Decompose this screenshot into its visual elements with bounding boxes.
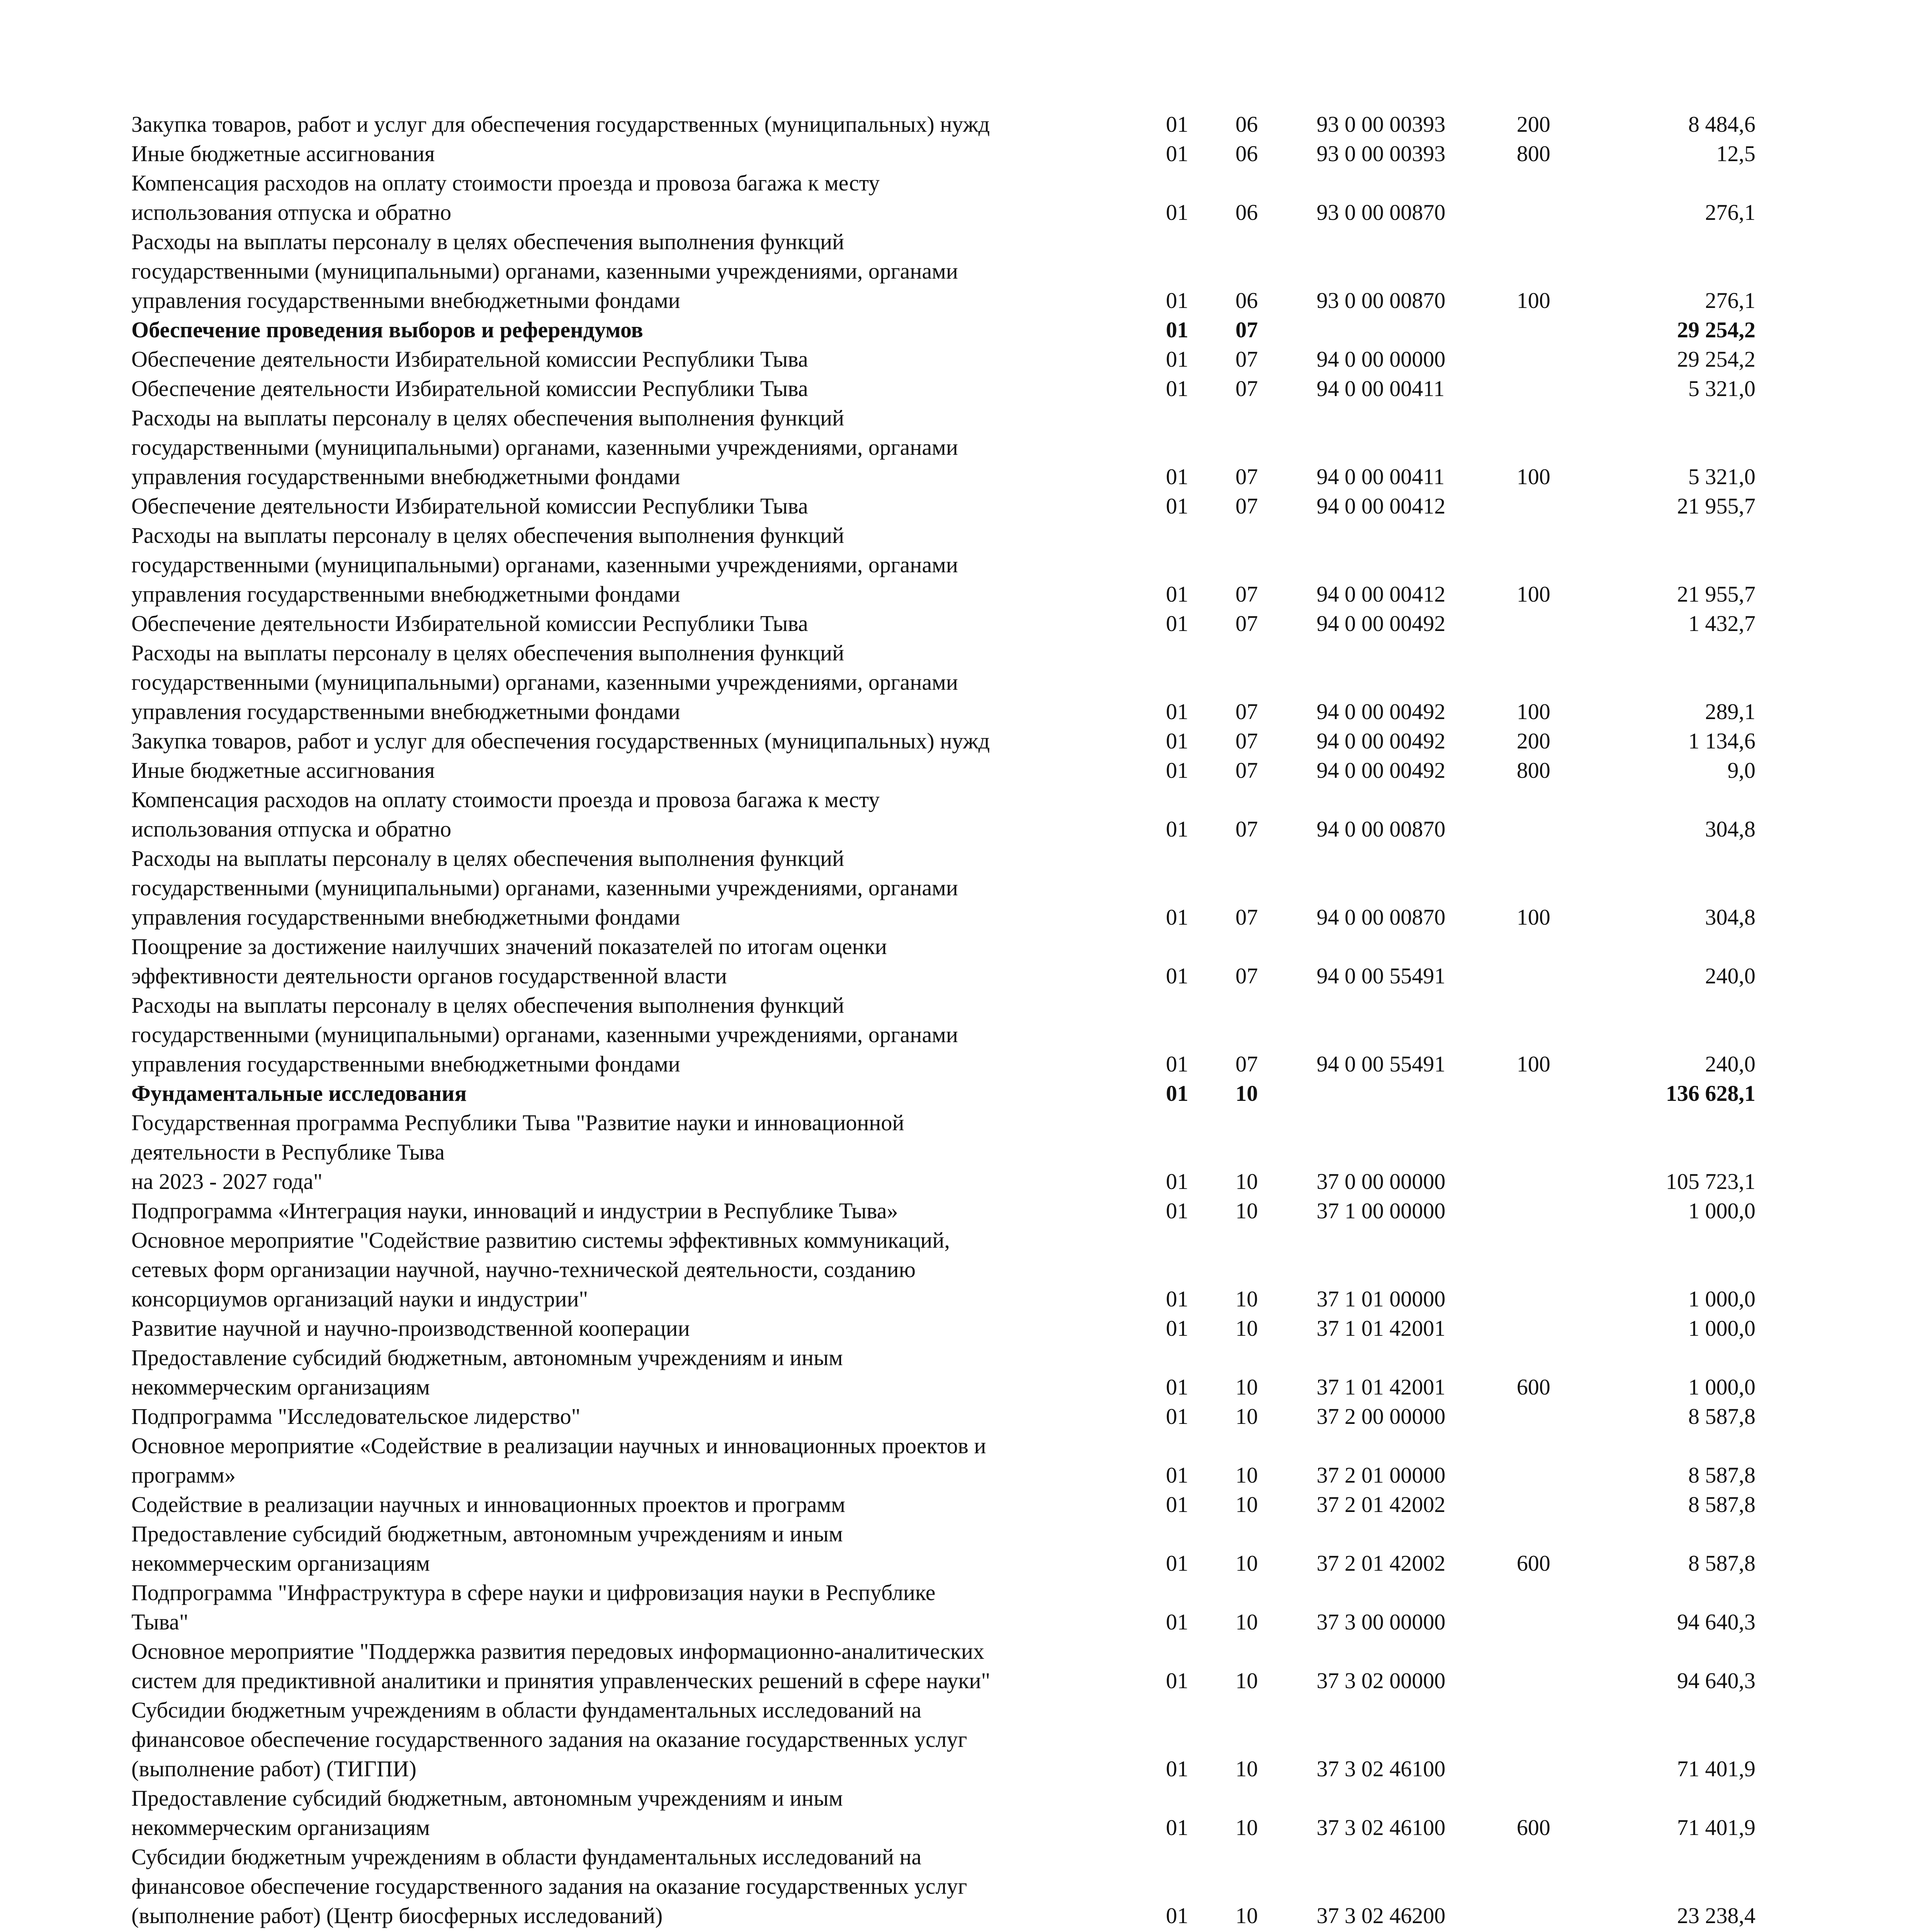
subsection-code: 10	[1235, 1668, 1258, 1693]
target-article-code: 94 0 00 00000	[1317, 347, 1446, 372]
amount: 94 640,3	[1677, 1668, 1755, 1693]
section-code: 01	[1166, 200, 1188, 225]
table-line	[0, 1725, 1910, 1754]
amount: 8 587,8	[1688, 1404, 1755, 1429]
table-line	[0, 374, 1910, 403]
table-line	[0, 1784, 1910, 1813]
table-line	[0, 1167, 1910, 1196]
expense-type-code: 200	[1517, 112, 1550, 137]
target-article-code: 37 3 02 00000	[1317, 1668, 1446, 1693]
section-code: 01	[1166, 1198, 1188, 1223]
target-article-code: 37 3 02 46100	[1317, 1815, 1446, 1840]
table-line	[0, 1666, 1910, 1696]
target-article-code: 37 2 01 42002	[1317, 1551, 1446, 1576]
amount: 240,0	[1705, 1051, 1755, 1077]
row-description: государственными (муниципальными) органами, казенными учреждениями, органами	[131, 875, 958, 900]
section-code: 01	[1166, 728, 1188, 753]
section-code: 01	[1166, 112, 1188, 137]
subsection-code: 07	[1235, 816, 1258, 842]
table-line	[0, 961, 1910, 991]
amount: 21 955,7	[1677, 493, 1755, 519]
row-description: Предоставление субсидий бюджетным, автономным учреждениям и иным	[131, 1345, 843, 1370]
subsection-code: 10	[1235, 1463, 1258, 1488]
amount: 304,8	[1705, 905, 1755, 930]
target-article-code: 94 0 00 00870	[1317, 905, 1446, 930]
amount: 1 432,7	[1688, 611, 1755, 636]
subsection-code: 07	[1235, 758, 1258, 783]
table-line	[0, 1314, 1910, 1343]
row-description: Развитие научной и научно-производственной кооперации	[131, 1316, 690, 1341]
target-article-code: 37 2 01 00000	[1317, 1463, 1446, 1488]
row-description: некоммерческим организациям	[131, 1374, 430, 1400]
table-line	[0, 1079, 1910, 1108]
table-line	[0, 345, 1910, 374]
table-line	[0, 1901, 1910, 1930]
table-line	[0, 785, 1910, 815]
expense-type-code: 100	[1517, 1051, 1550, 1077]
table-line	[0, 1020, 1910, 1049]
amount: 71 401,9	[1677, 1756, 1755, 1781]
row-description: Закупка товаров, работ и услуг для обеспечения государственных (муниципальных) нужд	[131, 112, 990, 137]
section-code: 01	[1166, 816, 1188, 842]
subsection-code: 10	[1235, 1081, 1258, 1106]
row-description: Содействие в реализации научных и инновационных проектов и программ	[131, 1492, 845, 1517]
table-line	[0, 1343, 1910, 1372]
target-article-code: 94 0 00 55491	[1317, 1051, 1446, 1077]
table-line	[0, 1549, 1910, 1578]
section-code: 01	[1166, 1551, 1188, 1576]
expense-type-code: 100	[1517, 699, 1550, 724]
amount: 94 640,3	[1677, 1609, 1755, 1634]
target-article-code: 94 0 00 00492	[1317, 728, 1446, 753]
row-description: Подпрограмма "Инфраструктура в сфере науки и цифровизация науки в Республике	[131, 1580, 936, 1605]
expense-type-code: 100	[1517, 905, 1550, 930]
section-code: 01	[1166, 1756, 1188, 1781]
section-code: 01	[1166, 1668, 1188, 1693]
row-description: на 2023 - 2027 года"	[131, 1169, 323, 1194]
amount: 276,1	[1705, 200, 1755, 225]
section-code: 01	[1166, 1051, 1188, 1077]
section-code: 01	[1166, 699, 1188, 724]
amount: 8 587,8	[1688, 1463, 1755, 1488]
expense-type-code: 100	[1517, 288, 1550, 313]
expense-type-code: 800	[1517, 141, 1550, 166]
amount: 71 401,9	[1677, 1815, 1755, 1840]
amount: 1 000,0	[1688, 1286, 1755, 1311]
subsection-code: 10	[1235, 1815, 1258, 1840]
amount: 304,8	[1705, 816, 1755, 842]
expense-type-code: 800	[1517, 758, 1550, 783]
row-description: систем для предиктивной аналитики и принятия управленческих решений в сфере науки"	[131, 1668, 991, 1693]
row-description: Компенсация расходов на оплату стоимости проезда и провоза багажа к месту	[131, 170, 880, 196]
row-description: Расходы на выплаты персоналу в целях обеспечения выполнения функций	[131, 523, 845, 548]
target-article-code: 94 0 00 00411	[1317, 464, 1445, 489]
expense-type-code: 100	[1517, 464, 1550, 489]
row-description: Обеспечение деятельности Избирательной комиссии Республики Тыва	[131, 376, 808, 401]
section-code: 01	[1166, 1374, 1188, 1400]
section-code: 01	[1166, 347, 1188, 372]
target-article-code: 37 3 02 46200	[1317, 1903, 1446, 1928]
table-line	[0, 492, 1910, 521]
target-article-code: 37 1 01 42001	[1317, 1374, 1446, 1400]
section-code: 01	[1166, 1081, 1188, 1106]
table-line	[0, 726, 1910, 756]
section-code: 01	[1166, 905, 1188, 930]
subsection-code: 07	[1235, 347, 1258, 372]
subsection-code: 07	[1235, 699, 1258, 724]
table-line	[0, 1431, 1910, 1461]
subsection-code: 10	[1235, 1492, 1258, 1517]
target-article-code: 94 0 00 55491	[1317, 963, 1446, 988]
table-line	[0, 521, 1910, 550]
row-description: управления государственными внебюджетными фондами	[131, 288, 680, 313]
subsection-code: 07	[1235, 493, 1258, 519]
table-line	[0, 580, 1910, 609]
subsection-code: 06	[1235, 112, 1258, 137]
row-description: некоммерческим организациям	[131, 1551, 430, 1576]
row-description: управления государственными внебюджетными фондами	[131, 905, 680, 930]
row-description: Субсидии бюджетным учреждениям в области фундаментальных исследований на	[131, 1844, 922, 1869]
subsection-code: 07	[1235, 1051, 1258, 1077]
row-description: деятельности в Республике Тыва	[131, 1139, 445, 1165]
table-line	[0, 932, 1910, 961]
subsection-code: 10	[1235, 1198, 1258, 1223]
table-line	[0, 286, 1910, 315]
amount: 21 955,7	[1677, 582, 1755, 607]
target-article-code: 37 2 01 42002	[1317, 1492, 1446, 1517]
section-code: 01	[1166, 611, 1188, 636]
subsection-code: 07	[1235, 464, 1258, 489]
subsection-code: 10	[1235, 1551, 1258, 1576]
table-line	[0, 462, 1910, 492]
section-code: 01	[1166, 464, 1188, 489]
row-description: сетевых форм организации научной, научно-технической деятельности, созданию	[131, 1257, 916, 1282]
table-line	[0, 1754, 1910, 1784]
row-description: финансовое обеспечение государственного задания на оказание государственных услуг	[131, 1874, 967, 1899]
row-description: государственными (муниципальными) органами, казенными учреждениями, органами	[131, 552, 958, 577]
row-description: управления государственными внебюджетными фондами	[131, 582, 680, 607]
table-line	[0, 1813, 1910, 1842]
subsection-code: 07	[1235, 376, 1258, 401]
target-article-code: 94 0 00 00492	[1317, 758, 1446, 783]
target-article-code: 37 1 01 42001	[1317, 1316, 1446, 1341]
amount: 8 484,6	[1688, 112, 1755, 137]
target-article-code: 37 3 02 46100	[1317, 1756, 1446, 1781]
subsection-code: 06	[1235, 141, 1258, 166]
section-code: 01	[1166, 582, 1188, 607]
target-article-code: 93 0 00 00870	[1317, 288, 1446, 313]
subsection-code: 07	[1235, 582, 1258, 607]
amount: 240,0	[1705, 963, 1755, 988]
expense-type-code: 600	[1517, 1374, 1550, 1400]
table-line	[0, 1637, 1910, 1666]
row-description: управления государственными внебюджетными фондами	[131, 1051, 680, 1077]
target-article-code: 94 0 00 00870	[1317, 816, 1446, 842]
table-line	[0, 168, 1910, 198]
table-line	[0, 1372, 1910, 1402]
table-line	[0, 815, 1910, 844]
row-description: Закупка товаров, работ и услуг для обеспечения государственных (муниципальных) нужд	[131, 728, 990, 753]
table-line	[0, 991, 1910, 1020]
row-description: финансовое обеспечение государственного задания на оказание государственных услуг	[131, 1727, 967, 1752]
section-code: 01	[1166, 317, 1188, 342]
table-line	[0, 1402, 1910, 1431]
target-article-code: 37 2 00 00000	[1317, 1404, 1446, 1429]
row-description: консорциумов организаций науки и индустрии"	[131, 1286, 588, 1311]
row-description: Расходы на выплаты персоналу в целях обеспечения выполнения функций	[131, 229, 845, 254]
target-article-code: 93 0 00 00870	[1317, 200, 1446, 225]
expense-type-code: 100	[1517, 582, 1550, 607]
row-description: Основное мероприятие «Содействие в реализации научных и инновационных проектов и	[131, 1433, 986, 1458]
subsection-code: 07	[1235, 728, 1258, 753]
section-code: 01	[1166, 1169, 1188, 1194]
amount: 5 321,0	[1688, 464, 1755, 489]
row-description: Основное мероприятие "Содействие развитию системы эффективных коммуникаций,	[131, 1228, 950, 1253]
target-article-code: 94 0 00 00411	[1317, 376, 1445, 401]
row-description: Предоставление субсидий бюджетным, автономным учреждениям и иным	[131, 1786, 843, 1811]
table-line	[0, 668, 1910, 697]
amount: 8 587,8	[1688, 1551, 1755, 1576]
table-line	[0, 403, 1910, 433]
row-description: Фундаментальные исследования	[131, 1081, 467, 1106]
amount: 276,1	[1705, 288, 1755, 313]
target-article-code: 94 0 00 00412	[1317, 493, 1446, 519]
row-description: государственными (муниципальными) органами, казенными учреждениями, органами	[131, 259, 958, 284]
row-description: некоммерческим организациям	[131, 1815, 430, 1840]
row-description: Тыва"	[131, 1609, 189, 1634]
table-line	[0, 1578, 1910, 1607]
row-description: Обеспечение деятельности Избирательной комиссии Республики Тыва	[131, 493, 808, 519]
row-description: (выполнение работ) (ТИГПИ)	[131, 1756, 416, 1781]
row-description: Субсидии бюджетным учреждениям в области фундаментальных исследований на	[131, 1697, 922, 1723]
target-article-code: 94 0 00 00412	[1317, 582, 1446, 607]
target-article-code: 94 0 00 00492	[1317, 611, 1446, 636]
target-article-code: 94 0 00 00492	[1317, 699, 1446, 724]
row-description: Расходы на выплаты персоналу в целях обеспечения выполнения функций	[131, 405, 845, 430]
amount: 12,5	[1716, 141, 1755, 166]
subsection-code: 10	[1235, 1756, 1258, 1781]
section-code: 01	[1166, 288, 1188, 313]
amount: 23 238,4	[1677, 1903, 1755, 1928]
table-line	[0, 1872, 1910, 1901]
row-description: Государственная программа Республики Тыва "Развитие науки и инновационной	[131, 1110, 904, 1135]
subsection-code: 10	[1235, 1374, 1258, 1400]
table-line	[0, 1138, 1910, 1167]
amount: 1 000,0	[1688, 1316, 1755, 1341]
table-line	[0, 903, 1910, 932]
row-description: Расходы на выплаты персоналу в целях обеспечения выполнения функций	[131, 993, 845, 1018]
table-line	[0, 257, 1910, 286]
row-description: программ»	[131, 1463, 236, 1488]
section-code: 01	[1166, 376, 1188, 401]
expense-type-code: 600	[1517, 1815, 1550, 1840]
subsection-code: 10	[1235, 1286, 1258, 1311]
section-code: 01	[1166, 1404, 1188, 1429]
target-article-code: 37 1 00 00000	[1317, 1198, 1446, 1223]
section-code: 01	[1166, 141, 1188, 166]
table-line	[0, 873, 1910, 903]
table-line	[0, 1108, 1910, 1138]
amount: 9,0	[1727, 758, 1755, 783]
row-description: Подпрограмма «Интеграция науки, инноваций и индустрии в Республике Тыва»	[131, 1198, 898, 1223]
target-article-code: 37 1 01 00000	[1317, 1286, 1446, 1311]
subsection-code: 06	[1235, 200, 1258, 225]
table-line	[0, 844, 1910, 873]
section-code: 01	[1166, 1903, 1188, 1928]
row-description: эффективности деятельности органов государственной власти	[131, 963, 727, 988]
amount: 29 254,2	[1677, 347, 1755, 372]
subsection-code: 10	[1235, 1404, 1258, 1429]
row-description: управления государственными внебюджетными фондами	[131, 464, 680, 489]
section-code: 01	[1166, 963, 1188, 988]
row-description: Расходы на выплаты персоналу в целях обеспечения выполнения функций	[131, 846, 845, 871]
target-article-code: 93 0 00 00393	[1317, 112, 1446, 137]
table-line	[0, 1490, 1910, 1519]
expense-type-code: 200	[1517, 728, 1550, 753]
table-line	[0, 198, 1910, 227]
table-line	[0, 1696, 1910, 1725]
row-description: Подпрограмма "Исследовательское лидерство"	[131, 1404, 581, 1429]
row-description: государственными (муниципальными) органами, казенными учреждениями, органами	[131, 435, 958, 460]
subsection-code: 10	[1235, 1609, 1258, 1634]
table-line	[0, 1461, 1910, 1490]
row-description: Поощрение за достижение наилучших значений показателей по итогам оценки	[131, 934, 887, 959]
amount: 1 000,0	[1688, 1198, 1755, 1223]
amount: 136 628,1	[1666, 1081, 1755, 1106]
table-line	[0, 1519, 1910, 1549]
row-description: государственными (муниципальными) органами, казенными учреждениями, органами	[131, 670, 958, 695]
section-code: 01	[1166, 1815, 1188, 1840]
table-line	[0, 697, 1910, 726]
target-article-code: 37 0 00 00000	[1317, 1169, 1446, 1194]
row-description: государственными (муниципальными) органами, казенными учреждениями, органами	[131, 1022, 958, 1047]
table-line	[0, 1842, 1910, 1872]
amount: 1 134,6	[1688, 728, 1755, 753]
subsection-code: 07	[1235, 905, 1258, 930]
section-code: 01	[1166, 1492, 1188, 1517]
section-code: 01	[1166, 1286, 1188, 1311]
table-line	[0, 756, 1910, 785]
subsection-code: 10	[1235, 1903, 1258, 1928]
table-line	[0, 1284, 1910, 1314]
row-description: Иные бюджетные ассигнования	[131, 141, 435, 166]
row-description	[131, 1930, 1120, 1932]
subsection-code: 07	[1235, 963, 1258, 988]
amount: 105 723,1	[1666, 1169, 1755, 1194]
table-line	[0, 550, 1910, 580]
expense-type-code: 600	[1517, 1551, 1550, 1576]
amount: 5 321,0	[1688, 376, 1755, 401]
amount: 8 587,8	[1688, 1492, 1755, 1517]
section-code: 01	[1166, 1316, 1188, 1341]
target-article-code: 93 0 00 00393	[1317, 141, 1446, 166]
subsection-code: 07	[1235, 317, 1258, 342]
table-line	[0, 227, 1910, 257]
subsection-code: 10	[1235, 1169, 1258, 1194]
table-line	[0, 1930, 1910, 1932]
row-description: использования отпуска и обратно	[131, 816, 452, 842]
section-code: 01	[1166, 1609, 1188, 1634]
section-code: 01	[1166, 1463, 1188, 1488]
subsection-code: 06	[1235, 288, 1258, 313]
section-code: 01	[1166, 758, 1188, 783]
amount: 29 254,2	[1677, 317, 1755, 342]
table-line	[0, 1255, 1910, 1284]
row-description: Предоставление субсидий бюджетным, автономным учреждениям и иным	[131, 1521, 843, 1546]
table-line	[0, 1196, 1910, 1226]
table-line	[0, 110, 1910, 139]
table-line	[0, 1607, 1910, 1637]
row-description: использования отпуска и обратно	[131, 200, 452, 225]
table-line	[0, 609, 1910, 638]
table-line	[0, 1049, 1910, 1079]
section-code: 01	[1166, 493, 1188, 519]
row-description: Компенсация расходов на оплату стоимости проезда и провоза багажа к месту	[131, 787, 880, 812]
row-description: Расходы на выплаты персоналу в целях обеспечения выполнения функций	[131, 640, 845, 665]
row-description: (выполнение работ) (Центр биосферных исследований)	[131, 1903, 663, 1928]
table-line	[0, 638, 1910, 668]
table-line	[0, 1226, 1910, 1255]
amount: 1 000,0	[1688, 1374, 1755, 1400]
row-description: Основное мероприятие "Поддержка развития передовых информационно-аналитических	[131, 1639, 984, 1664]
subsection-code: 10	[1235, 1316, 1258, 1341]
target-article-code: 37 3 00 00000	[1317, 1609, 1446, 1634]
row-description: Обеспечение деятельности Избирательной комиссии Республики Тыва	[131, 347, 808, 372]
row-description: Обеспечение деятельности Избирательной комиссии Республики Тыва	[131, 611, 808, 636]
table-line	[0, 315, 1910, 345]
table-line	[0, 433, 1910, 462]
subsection-code: 07	[1235, 611, 1258, 636]
row-description: Иные бюджетные ассигнования	[131, 758, 435, 783]
row-description: управления государственными внебюджетными фондами	[131, 699, 680, 724]
table-line	[0, 139, 1910, 168]
row-description: Обеспечение проведения выборов и референдумов	[131, 317, 643, 342]
amount: 289,1	[1705, 699, 1755, 724]
